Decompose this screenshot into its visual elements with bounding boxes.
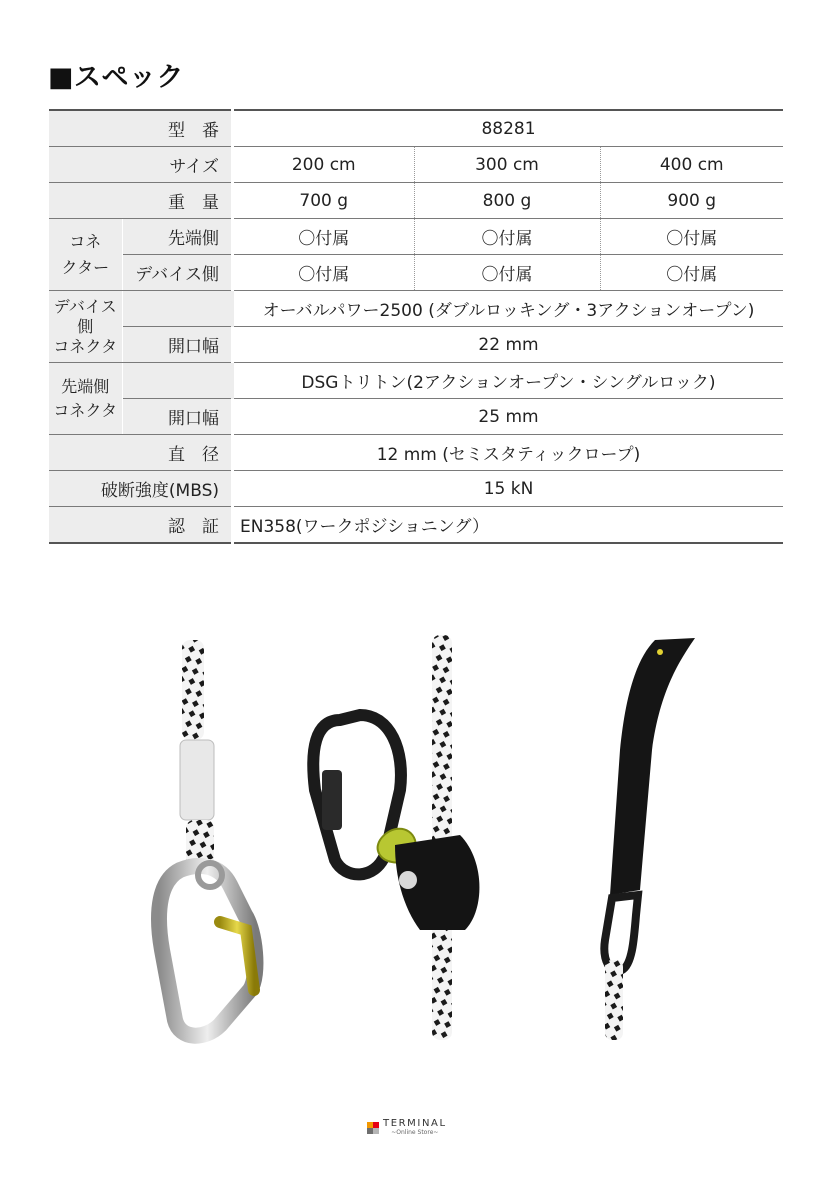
- device-value: 〇付属: [234, 255, 414, 291]
- device-connector-line: コネクタ: [53, 336, 118, 356]
- connector-group-line: クター: [61, 257, 110, 277]
- logo-name: TERMINAL: [383, 1118, 447, 1129]
- logo-subtitle: ~Online Store~: [391, 1129, 439, 1136]
- opening-label: 開口幅: [122, 399, 231, 435]
- tip-label: 先端側: [122, 219, 231, 255]
- device-opening-value: 22 mm: [234, 327, 783, 363]
- device-connector-group: [49, 291, 122, 363]
- tip-value: 〇付属: [600, 219, 783, 255]
- diameter-label: 直 径: [49, 435, 231, 471]
- connector-group-label: [49, 219, 122, 291]
- row-connector-device: [49, 255, 783, 291]
- model-label: 型 番: [49, 110, 231, 147]
- tip-opening-value: 25 mm: [234, 399, 783, 435]
- connector-group-line: コネ: [69, 231, 102, 251]
- tip-value: 〇付属: [234, 219, 414, 255]
- size-label: サイズ: [49, 147, 231, 183]
- tip-connector-line: コネクタ: [53, 400, 118, 420]
- row-size: [49, 147, 783, 183]
- logo-mark-icon: [367, 1122, 379, 1134]
- size-value: 300 cm: [414, 147, 600, 183]
- spec-table: [49, 109, 783, 544]
- row-tip-connector: [49, 363, 783, 399]
- terminal-logo: [367, 1119, 447, 1137]
- row-device-opening: [49, 327, 783, 363]
- empty-label-cell: [122, 291, 231, 327]
- weight-label: 重 量: [49, 183, 231, 219]
- device-value: 〇付属: [600, 255, 783, 291]
- mbs-label: 破断強度(MBS): [49, 471, 231, 507]
- row-tip-opening: [49, 399, 783, 435]
- page-title: ■スペック: [48, 62, 185, 93]
- row-weight: [49, 183, 783, 219]
- row-model: [49, 110, 783, 147]
- opening-label: 開口幅: [122, 327, 231, 363]
- device-connector-value: オーバルパワー2500 (ダブルロッキング・3アクションオープン): [234, 291, 783, 327]
- row-diameter: [49, 435, 783, 471]
- device-connector-line: デバイス: [53, 296, 117, 316]
- diameter-value: 12 mm (セミスタティックロープ): [234, 435, 783, 471]
- mbs-value: 15 kN: [234, 471, 783, 507]
- size-value: 200 cm: [234, 147, 414, 183]
- weight-value: 700 g: [234, 183, 414, 219]
- cert-value: EN358(ワークポジショニング）: [234, 507, 783, 544]
- device-label: デバイス側: [122, 255, 231, 291]
- weight-value: 800 g: [414, 183, 600, 219]
- size-value: 400 cm: [600, 147, 783, 183]
- row-certification: [49, 507, 783, 544]
- tip-connector-line: 先端側: [61, 377, 110, 397]
- device-value: 〇付属: [414, 255, 600, 291]
- tip-connector-group: [49, 363, 122, 435]
- tip-connector-value: DSGトリトン(2アクションオープン・シングルロック): [234, 363, 783, 399]
- tip-value: 〇付属: [414, 219, 600, 255]
- empty-label-cell: [122, 363, 231, 399]
- carabiner-with-rope-photo: [150, 630, 290, 1060]
- row-mbs: [49, 471, 783, 507]
- weight-value: 900 g: [600, 183, 783, 219]
- row-connector-tip: [49, 219, 783, 255]
- cert-label: 認 証: [49, 507, 231, 544]
- device-connector-line: 側: [77, 316, 94, 336]
- model-value: 88281: [234, 110, 783, 147]
- row-device-connector: [49, 291, 783, 327]
- rope-adjuster-photo: [300, 630, 480, 1050]
- protective-sleeve-photo: [560, 630, 710, 1050]
